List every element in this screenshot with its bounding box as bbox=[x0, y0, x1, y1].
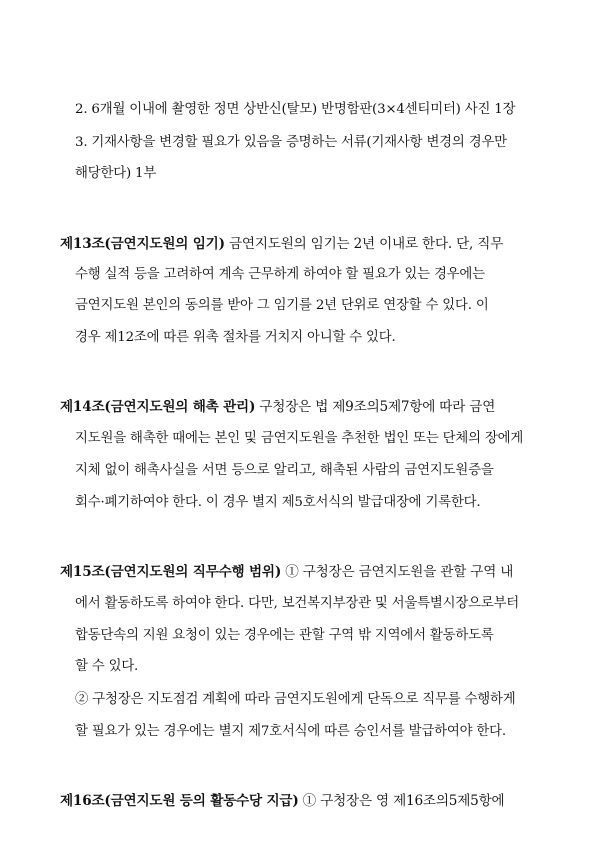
article-13-line-3: 금연지도원 본인의 동의를 받아 그 임기를 2년 단위로 연장할 수 있다. 이 bbox=[75, 298, 489, 313]
article-16-line-1: ① 구청장은 영 제16조의5제5항에 bbox=[298, 793, 505, 809]
article-15-line-3: 합동단속의 지원 요청이 있는 경우에는 관할 구역 밖 지역에서 활동하도록 bbox=[75, 628, 494, 643]
article-13-line-2: 수행 실적 등을 고려하여 계속 근무하게 하여야 할 필요가 있는 경우에는 bbox=[75, 267, 485, 282]
article-14-line-3: 지체 없이 해촉사실을 서면 등으로 알리고, 해촉된 사람의 금연지도원증을 bbox=[75, 463, 494, 478]
article-13-heading bbox=[60, 235, 503, 253]
article-14-line-4: 회수·폐기하여야 한다. 이 경우 별지 제5호서식의 발급대장에 기록한다. bbox=[75, 495, 481, 510]
item-3-line-1: 3. 기재사항을 변경할 필요가 있음을 증명하는 서류(기재사항 변경의 경우만 bbox=[75, 135, 507, 150]
article-13-line-1: 금연지도원의 임기는 2년 이내로 한다. 단, 직무 bbox=[224, 236, 504, 252]
article-16-title: 제16조(금연지도원 등의 활동수당 지급) bbox=[60, 793, 299, 809]
article-14-line-1: 구청장은 법 제9조의5제7항에 따라 금연 bbox=[255, 399, 496, 415]
article-15-line-4: 할 수 있다. bbox=[75, 659, 139, 674]
article-14-line-2: 지도원을 해촉한 때에는 본인 및 금연지도원을 추천한 법인 또는 단체의 장에게 bbox=[75, 431, 524, 446]
article-15-line-6: 할 필요가 있는 경우에는 별지 제7호서식에 따른 승인서를 발급하여야 한다. bbox=[75, 724, 506, 739]
article-15-line-5: ② 구청장은 지도점검 계획에 따라 금연지도원에게 단독으로 직무를 수행하게 bbox=[75, 692, 516, 707]
article-14-title: 제14조(금연지도원의 해촉 관리) bbox=[60, 399, 256, 415]
article-14-heading bbox=[60, 398, 495, 416]
article-15-line-1: ① 구청장은 금연지도원을 관할 구역 내 bbox=[281, 564, 514, 580]
article-13-line-4: 경우 제12조에 따른 위촉 절차를 거치지 아니할 수 있다. bbox=[75, 330, 396, 345]
item-3-line-2: 해당한다) 1부 bbox=[75, 166, 157, 181]
article-15-title: 제15조(금연지도원의 직무수행 범위) bbox=[60, 564, 282, 580]
item-2: 2. 6개월 이내에 촬영한 정면 상반신(탈모) 반명함판(3×4센티미터) 사진 1장 bbox=[75, 102, 516, 117]
article-15-heading bbox=[60, 563, 513, 581]
article-15-line-2: 에서 활동하도록 하여야 한다. 다만, 보건복지부장관 및 서울특별시장으로부터 bbox=[75, 596, 520, 611]
article-13-title: 제13조(금연지도원의 임기) bbox=[60, 236, 225, 252]
article-16-heading bbox=[60, 792, 504, 810]
